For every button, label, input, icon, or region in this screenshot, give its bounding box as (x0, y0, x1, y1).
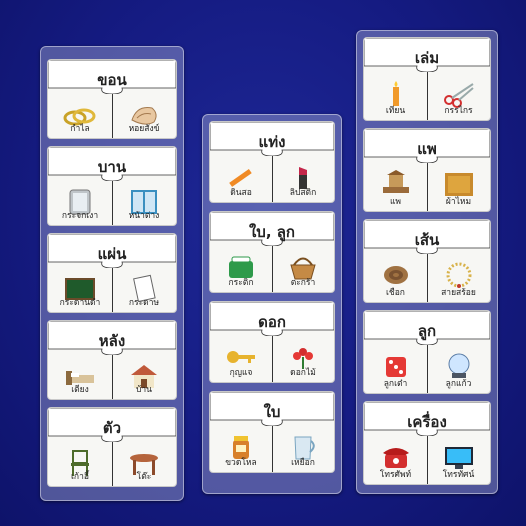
classifier-header (210, 122, 334, 156)
item-label: ผ้าไหม (445, 197, 472, 207)
item-label: ดินสอ (230, 188, 252, 198)
puzzle-piece-left (48, 94, 112, 138)
item-label: หอยสังข์ (128, 124, 160, 134)
classifier-header (210, 392, 334, 426)
item-label: กำไล (70, 124, 90, 134)
puzzle-piece-left (48, 268, 112, 312)
classifier-header (48, 234, 176, 268)
classifier-word: เล่ม (414, 49, 440, 67)
puzzle-card (210, 212, 334, 292)
classifier-header (364, 402, 490, 436)
item-label: หน้าต่าง (128, 211, 160, 221)
puzzle-piece-left (210, 246, 272, 292)
item-label: เตียง (71, 385, 89, 395)
classifier-word: แพ (417, 140, 437, 158)
puzzle-piece-right (272, 426, 334, 472)
puzzle-card (48, 147, 176, 225)
puzzle-card (48, 60, 176, 138)
item-label: ลูกแก้ว (445, 379, 472, 389)
puzzle-piece-right (427, 254, 490, 302)
item-label: กระดานดำ (59, 298, 101, 308)
classifier-header (48, 408, 176, 442)
puzzle-card (364, 311, 490, 393)
puzzle-piece-left (48, 355, 112, 399)
classifier-word: ใบ, ลูก (248, 223, 296, 241)
classifier-word: ดอก (258, 313, 286, 331)
item-label: กระติก (228, 278, 254, 288)
classifier-header (364, 129, 490, 163)
classifier-word: แท่ง (258, 133, 286, 151)
puzzle-piece-right (112, 181, 176, 225)
classifier-word: เครื่อง (407, 413, 447, 431)
puzzle-piece-right (112, 442, 176, 486)
item-label: กุญแจ (229, 368, 253, 378)
puzzle-piece-left (364, 345, 427, 393)
classifier-header (364, 220, 490, 254)
item-label: ดอกไม้ (290, 368, 316, 378)
puzzle-piece-left (210, 156, 272, 202)
item-label: โทรทัศน์ (442, 470, 475, 480)
puzzle-card (364, 129, 490, 211)
puzzle-card (210, 122, 334, 202)
item-label: เชือก (386, 288, 405, 298)
classifier-header (210, 302, 334, 336)
classifier-header (364, 311, 490, 345)
classifier-word: ลูก (417, 322, 437, 340)
classifier-word: ใบ (263, 403, 281, 421)
puzzle-card (364, 220, 490, 302)
puzzle-piece-left (48, 442, 112, 486)
card-column-3 (356, 30, 498, 494)
classifier-word: ขอน (97, 71, 127, 89)
item-label: แพ (389, 197, 402, 207)
puzzle-piece-right (427, 436, 490, 484)
puzzle-piece-left (364, 436, 427, 484)
puzzle-card (48, 321, 176, 399)
classifier-header (48, 321, 176, 355)
puzzle-piece-left (364, 163, 427, 211)
item-label: โทรศัพท์ (379, 470, 412, 480)
puzzle-piece-right (272, 336, 334, 382)
item-label: ลูกเต๋า (383, 379, 408, 389)
classifier-header (48, 147, 176, 181)
item-label: กรรไกร (444, 106, 473, 116)
classifier-word: แผ่น (97, 245, 127, 263)
item-label: เหยือก (291, 458, 315, 468)
card-column-2 (202, 114, 342, 494)
puzzle-piece-right (112, 355, 176, 399)
classifier-word: ตัว (102, 419, 122, 437)
puzzle-card (48, 408, 176, 486)
item-label: บ้าน (136, 385, 152, 395)
card-column-1 (40, 46, 184, 501)
puzzle-card (364, 38, 490, 120)
puzzle-piece-left (210, 336, 272, 382)
puzzle-piece-left (48, 181, 112, 225)
item-label: สายสร้อย (441, 288, 476, 298)
puzzle-card (364, 402, 490, 484)
item-label: ขวดโหล (225, 458, 257, 468)
puzzle-piece-right (112, 94, 176, 138)
puzzle-piece-left (364, 72, 427, 120)
classifier-word: เส้น (414, 231, 440, 249)
classifier-header (364, 38, 490, 72)
item-label: โต๊ะ (136, 472, 152, 482)
puzzle-card (210, 302, 334, 382)
classifier-word: บาน (97, 158, 127, 176)
puzzle-piece-right (427, 345, 490, 393)
item-label: กระจกเงา (61, 211, 99, 221)
puzzle-piece-right (272, 156, 334, 202)
item-label: ลิปสติก (289, 188, 317, 198)
classifier-header (48, 60, 176, 94)
classifier-header (210, 212, 334, 246)
puzzle-card (48, 234, 176, 312)
puzzle-card (210, 392, 334, 472)
puzzle-piece-right (112, 268, 176, 312)
puzzle-piece-right (272, 246, 334, 292)
item-label: ตะกร้า (290, 278, 316, 288)
puzzle-piece-right (427, 72, 490, 120)
classifier-word: หลัง (98, 332, 126, 350)
puzzle-piece-right (427, 163, 490, 211)
item-label: เทียน (385, 106, 406, 116)
puzzle-piece-left (210, 426, 272, 472)
item-label: เก้าอี้ (71, 472, 89, 482)
puzzle-piece-left (364, 254, 427, 302)
item-label: กระดาษ (128, 298, 160, 308)
